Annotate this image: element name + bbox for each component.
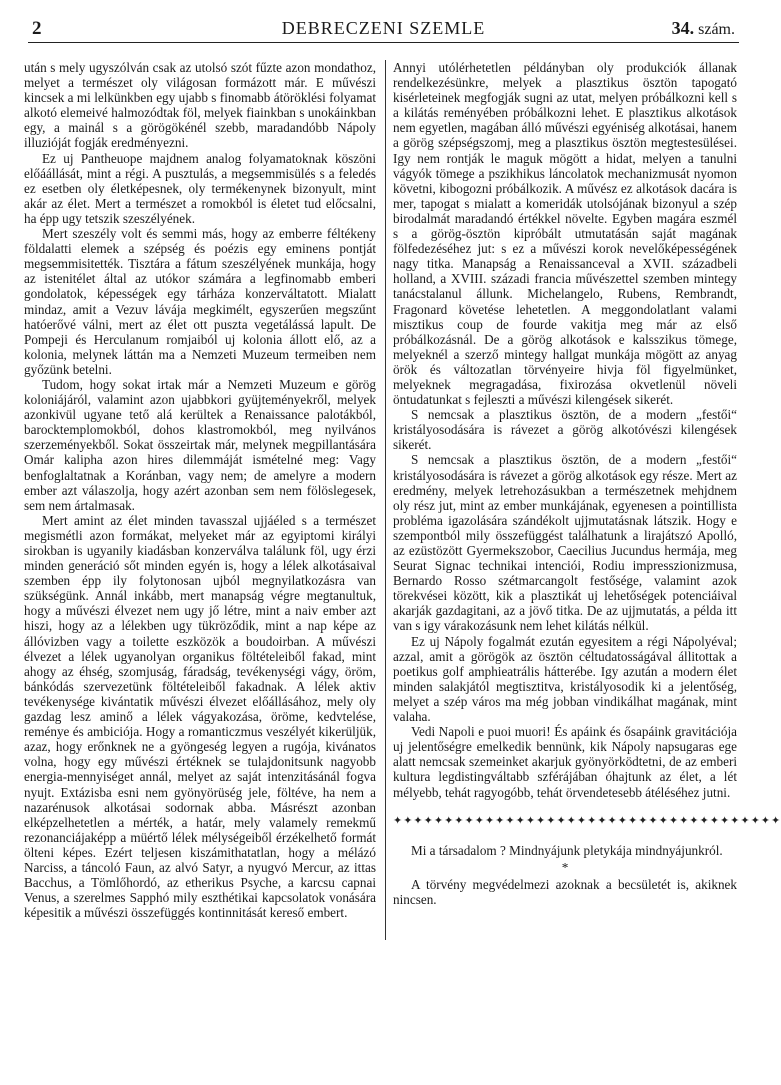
page-number: 2 (32, 18, 42, 39)
issue-unit: szám. (698, 21, 735, 38)
paragraph: Ez uj Pantheuope majdnem analog folyamatoknak köszöni előáállását, mint a régi. A pusztulás, a megsemmisülés s a feledés ez esetben oly életképesnek, oly termékenynek bizonyult, mint akár az élet. Mert a természet a romokból is életet tud előcsalni, ha épp ugy tetszik szeszélyének. (24, 150, 376, 226)
paragraph: után s mely ugyszólván csak az utolsó szót fűzte azon mondathoz, melyet a természet oly világosan formázott már. E művészi kincsek a mi lelkünkben egy ujabb s finomabb átöröklési folyamat alkotó elemeivé halmozódtak föl, melyek fiainkban s unokáinkban egy, a mainál s a görögökénél szebb, maradandóbb Nápoly illuzióját fogják eredményezni. (24, 60, 376, 151)
paragraph: S nemcsak a plasztikus ösztön, de a modern „festői“ kristályosodására is rávezet a görög alkotóvészi kilengések sikerét. (393, 407, 737, 453)
ornament-divider: ✦✦✦✦✦✦✦✦✦✦✦✦✦✦✦✦✦✦✦✦✦✦✦✦✦✦✦✦✦✦✦✦✦✦✦✦✦✦ (393, 814, 781, 827)
issue-label (672, 18, 735, 39)
asterisk-separator: * (561, 859, 569, 875)
paragraph: Ez uj Nápoly fogalmát ezután egyesitem a régi Nápolyéval; azzal, amit a görögök az ösztön céltudatosságával állitottak a poetikus golf amphieatrális hátterébe. Igy azután a modern élet minden salakjától megtisztitva, kristályosodik ki a jelentőség, melyet a szép város ma még jobban vindikálhat magának, mint valaha. (393, 633, 737, 725)
paragraph: Mert amint az élet minden tavasszal ujjáéled s a természet megismétli azon formákat, melyeket már az egyiptomi királyi sirokban is ugyanily kiadásban konzerválva találunk föl, ugy érzi minden generáció sőt minden egyén is, hogy a lélek alkotásaival szemben épp ily folytonosan ujból megnyilatkozásra van szükségünk. Annál inkább, mert manapság végre megtanultuk, hogy a művészi élvezet nem ugy jő létre, mint a naiv ember azt hiszi, hogy az a lélekben ugy tükröződik, mint a nap képe az állóvizben vagy a toilette eszközök a boudoirban. A művészi élvezet a lélek ugyanolyan organikus föltételeiből fakad, mint ahogy az éhség, szomjuság, fáradság, tevékenységi vágy, öröm, bánkódás szervezetünk föltételeiből fakadnak. A lélek aktiv tevékenysége kivántatik művészi élvezet előállásához, mely oly gazdag lesz aminő a lélek vágyakozása, öröme, kedvtelése, reménye és ambiciója. Hogy a romanticzmus veszélyét kikerüljük, azaz, hogy erőnknek ne a gyöngeség legyen a rugója, kivánatos volna, hogy egy művészi értéknek se tulajdonitsunk nagyobb energia-mennyiséget annál, melyet az saját intenzitásánál fogva nyujt. Extázisba esni nem gyönyörüség jele, föltéve, ha nem a nazarénusok alkotásai sodornak abba. Másrészt azonban elképzelhetetlen a mérték, a határ, mely valamely remekmű rezonanciájaképp a müértő lélek mélységeiből érzékelhető formát ölteni képes. Ezért teljesen kiszámithatatlan, hogy a mélázó Narciss, a táncoló Faun, az alvó Satyr, a nyugvó Mercur, az ittas Bacchus, a Tömlőhordó, az etherikus Psyche, a karcsu capnai Venus, a szerelmes Sapphó mily eszthétikai kapcsolatok vonására képesitik a művészi összefüggés kontinnitását kereső embert. (24, 512, 376, 921)
paragraph: Mert szeszély volt és semmi más, hogy az emberre féltékeny földalatti elemek a szépség és poézis egy eminens pontját megsemmisitették. Tisztára a fátum szeszélyének munkája, hogy az istenitélet által az utókor számára a legfinomabb emberi gondolatok, képességek egy tárháza konzerváltatott. Mialatt mindaz, amit a Vezuv lávája megkimélt, egyszerűen megszűnt hatóerővé válni, mert az élet ott puszta vegetálássá lapult. De Pompeji és Herculanum romjaiból uj kolonia állott elő, az a kolonia, melynek láttán ma a Nemzeti Muzeum termeiben nem győzünk betelni. (24, 226, 376, 377)
paragraph: S nemcsak a plasztikus ösztön, de a modern „festői“ kristályosodására is rávezet a görög alkotások egy része. Mert az eredmény, melyek letrehozásukban a természetnek mehjdnem oly rész jut, mint az ember munkájának, egyenesen a pointillista probléma igazolására szándékolt ujjmutatásnak látszik. Hogy e szempontból mily összefüggést találhatunk a lirajátszó Apolló, az ezüstözött Gyermekszobor, Caecilius Jucundus hermája, meg Seurat Signac technikai intenciói, Rodiu impresszionizmusa, Bernardo Rosso szétmarcangolt festősége, valamint azok törekvései között, kik a plasztikát uj lehetőségek potenciáival akarják gazdagitani, az a jövő titka. De az ujjmutatás, a példa itt van s igy várakozásunk nem lehet kilátás nélkül. (393, 452, 737, 634)
column-divider (385, 60, 386, 940)
journal-title: DEBRECZENI SZEMLE (281, 18, 486, 38)
issue-number: 34. (671, 18, 695, 38)
paragraph: Annyi utólérhetetlen példányban oly produkciók állanak rendelkezésünkre, melyek a plasztikus ösztön tapogató kisérleteinek megfogják sugni az utat, melyen próbálkozni kell s a kilátás reményében próbálkozni lehet. E plasztikus alkotások nem egyetlen, magában álló művészi egyéniség alkotásai, hanem a görög szépségszomj, meg a plasztikus ösztön megtestesülései. Igy nem rontják le maguk mögött a hidat, melyen a tanulni vágyók tömege a pszikhikus láncolatok mechanizmusát nyomon követni, kibogozni próbálkozik. A művész ez alkotások dacára is mer, tapogat s mialatt a komeridák utolsójának bizonyul a szép birodalmát maradandó értékkel növelte. Egyben magára eszmél s a görög-ösztön kipróbált utmutatásán saját magának fölfedezéséhez jut: s ez a művészi korok nevelőképességének nagy titka. Manapság a Renaissanceval a XVII. századbeli holland, a XVIII. századi francia művészettel szemben mintegy tanácstalanul állunk. Michelangelo, Rubens, Rembrandt, Fragonard követése lehetetlen. A meggondolatlant valami misztikus coup de fourde vakitja meg már az első próbálkozásnál. De a görög alkotások e kalsszikus tömege, melyeknél a szerző mintegy hallgat munkája mögött az anyag örök és változatlan törvényeire hivja föl figyelmünket, melyeknek megragadása, fixirozása okvetlenül növeli öntudatunkat s fejleszti a művészi kilengések sikerét. (393, 60, 737, 408)
paragraph: Tudom, hogy sokat irtak már a Nemzeti Muzeum e görög koloniájáról, valamint azon ujabbkori gyüjteményekről, melyek azonkivül ugyane tető alá kerültek a Renaissance palotákból, barocktemplomokból, dohos klastromokból, meg nyilvános szerzeményekből. Sokat összeirtak már, melynek megpillantására Omár kalipha azon hires dilemmáját ismételné meg: Vagy benfoglaltatnak a Koránban, vagy nem; de amelyre a modern ember azt válaszolja, hogy azért azonban sem nem fölöslegesek, sem nem ártalmasak. (24, 376, 376, 513)
aphorism: Mi a társadalom ? Mindnyájunk pletykája mindnyájunkról. (411, 842, 723, 858)
aphorism: A törvény megvédelmezi azoknak a becsületét is, akiknek nincsen. (393, 876, 737, 907)
paragraph: Vedi Napoli e puoi muori! És apáink és ősapáink gravitációja uj jelentőségre emelkedik bennünk, kik Nápoly napsugaras ege alatt nemcsak szemeinket akarjuk gyönyörködtetni, de az emberi kultura legdistingváltabb szférájában óhajtunk az élet, a lét mélyebb, tehát ragyogóbb, tehát örvendetesebb átéléséhez jutni. (393, 724, 737, 800)
right-column (393, 60, 781, 1080)
page-header (28, 12, 739, 43)
left-column (24, 60, 376, 1080)
